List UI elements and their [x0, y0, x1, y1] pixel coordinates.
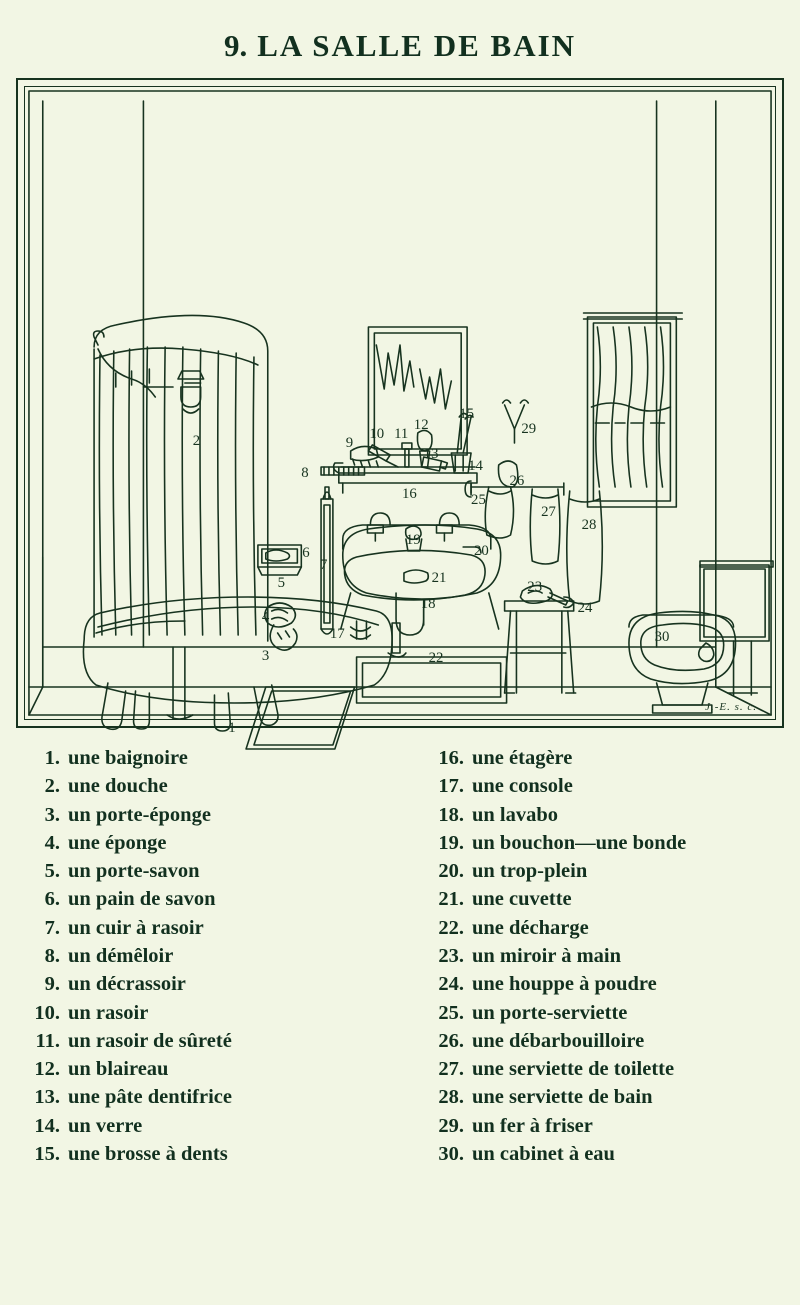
list-item-number: 23.	[438, 944, 464, 967]
svg-text:1: 1	[228, 719, 236, 737]
list-item-number: 29.	[438, 1114, 464, 1137]
list-item-label: une débarbouilloire	[472, 1029, 645, 1052]
list-item-number: 16.	[438, 747, 464, 769]
list-item-number: 19.	[438, 831, 464, 854]
list-item-label: un pain de savon	[68, 888, 216, 911]
list-item	[18, 914, 400, 942]
page-title-number: 9.	[223, 28, 248, 63]
svg-text:5: 5	[277, 574, 286, 592]
list-item-label: un cabinet à eau	[472, 1142, 615, 1165]
list-item	[18, 1055, 400, 1083]
list-item-label: un porte-serviette	[472, 1001, 628, 1024]
svg-text:21: 21	[431, 569, 447, 587]
svg-text:8: 8	[301, 464, 309, 482]
svg-text:14: 14	[468, 457, 483, 475]
list-item-number: 28.	[438, 1086, 464, 1109]
list-item	[422, 942, 782, 970]
svg-text:12: 12	[413, 416, 429, 434]
list-item-number: 9.	[44, 973, 60, 996]
page	[0, 28, 800, 1305]
svg-text:4: 4	[261, 608, 270, 626]
svg-text:3: 3	[261, 647, 270, 665]
list-item	[18, 942, 400, 970]
list-item	[18, 885, 400, 913]
list-item-number: 17.	[438, 775, 464, 798]
list-item	[18, 1083, 400, 1111]
svg-text:20: 20	[474, 542, 489, 560]
list-item	[422, 914, 782, 942]
list-item-number: 12.	[34, 1058, 60, 1081]
svg-text:9: 9	[345, 434, 354, 452]
list-item-number: 22.	[438, 916, 464, 939]
list-item-number: 15.	[34, 1142, 60, 1165]
svg-text:19: 19	[405, 531, 421, 549]
list-item-number: 5.	[44, 860, 60, 883]
page-title	[0, 28, 800, 64]
list-item	[422, 857, 782, 885]
illustration-frame	[24, 86, 776, 737]
artist-signature: J.-E. s. c.	[705, 701, 757, 713]
svg-text:15: 15	[459, 405, 475, 423]
list-item	[422, 1027, 782, 1055]
illustration-plate	[16, 78, 784, 737]
list-item-number: 4.	[44, 831, 60, 854]
list-item	[422, 1140, 782, 1168]
list-item-label: un trop-plein	[472, 860, 588, 883]
svg-text:11: 11	[394, 425, 409, 443]
list-item-label: un blaireau	[68, 1058, 169, 1081]
vocabulary-lists	[0, 744, 800, 1168]
svg-text:13: 13	[423, 445, 439, 463]
list-item-label: un fer à friser	[472, 1114, 593, 1137]
list-item-label: une étagère	[472, 747, 573, 769]
bathroom-illustration	[25, 87, 775, 737]
list-item-number: 2.	[44, 775, 60, 798]
svg-text:6: 6	[302, 544, 310, 562]
list-item-label: un lavabo	[472, 803, 559, 826]
svg-text:29: 29	[521, 420, 537, 438]
svg-text:27: 27	[541, 503, 556, 521]
list-item-label: une cuvette	[472, 888, 572, 911]
list-item-label: une éponge	[68, 831, 167, 854]
list-item	[18, 1112, 400, 1140]
list-item-label: une douche	[68, 775, 168, 798]
list-item	[18, 970, 400, 998]
svg-text:7: 7	[320, 556, 328, 574]
list-item	[422, 970, 782, 998]
list-item-number: 3.	[44, 803, 60, 826]
list-item-number: 24.	[438, 973, 464, 996]
list-item	[422, 829, 782, 857]
list-item-label: un miroir à main	[472, 944, 622, 967]
list-item-number: 8.	[44, 944, 60, 967]
list-item	[18, 772, 400, 800]
svg-text:2: 2	[192, 432, 201, 450]
list-item-number: 30.	[438, 1142, 464, 1165]
svg-text:30: 30	[654, 628, 670, 646]
svg-text:24: 24	[577, 599, 593, 617]
list-item-label: une houppe à poudre	[472, 973, 657, 996]
vocabulary-column-left	[18, 744, 400, 1168]
list-item-label: un porte-savon	[68, 860, 200, 883]
list-item	[422, 801, 782, 829]
list-item-label: un verre	[68, 1114, 143, 1137]
svg-text:22: 22	[428, 649, 444, 667]
vocabulary-column-right	[400, 744, 782, 1168]
list-item	[422, 999, 782, 1027]
list-item-label: une console	[472, 775, 573, 798]
list-item	[18, 1140, 400, 1168]
list-item-label: une serviette de bain	[472, 1086, 653, 1109]
list-item-label: une baignoire	[68, 747, 188, 769]
list-item	[18, 857, 400, 885]
list-item	[422, 744, 782, 772]
list-item-label: un décrassoir	[68, 973, 186, 996]
list-item-number: 26.	[438, 1029, 464, 1052]
list-item-number: 7.	[44, 916, 60, 939]
list-item-label: une brosse à dents	[68, 1142, 228, 1165]
list-item-number: 6.	[44, 888, 60, 911]
list-item	[422, 772, 782, 800]
list-item	[422, 1083, 782, 1111]
list-item	[18, 744, 400, 772]
list-item-number: 25.	[438, 1001, 464, 1024]
list-item-label: un rasoir de sûreté	[68, 1029, 232, 1052]
list-item-label: une décharge	[472, 916, 589, 939]
svg-text:17: 17	[329, 625, 345, 643]
list-item-label: une pâte dentifrice	[68, 1086, 232, 1109]
list-item-label: un démêloir	[68, 944, 174, 967]
list-item	[422, 1055, 782, 1083]
list-item-number: 1.	[44, 747, 60, 769]
list-item-label: un bouchon—une bonde	[472, 831, 687, 854]
list-item-number: 18.	[438, 803, 464, 826]
svg-text:16: 16	[401, 485, 417, 503]
list-item-number: 27.	[438, 1058, 464, 1081]
svg-text:28: 28	[581, 516, 597, 534]
list-item	[422, 1112, 782, 1140]
page-title-text: LA SALLE DE BAIN	[257, 28, 577, 63]
list-item-label: un rasoir	[68, 1001, 149, 1024]
list-item	[18, 829, 400, 857]
list-item-label: un cuir à rasoir	[68, 916, 204, 939]
list-item-number: 11.	[35, 1029, 60, 1052]
list-item	[18, 801, 400, 829]
svg-text:10: 10	[369, 425, 385, 443]
list-item-label: une serviette de toilette	[472, 1058, 675, 1081]
svg-text:25: 25	[471, 491, 486, 509]
list-item-label: un porte-éponge	[68, 803, 211, 826]
list-item	[18, 999, 400, 1027]
svg-text:23: 23	[527, 578, 543, 596]
svg-text:26: 26	[509, 472, 525, 490]
list-item-number: 20.	[438, 860, 464, 883]
list-item-number: 13.	[34, 1086, 60, 1109]
list-item	[422, 885, 782, 913]
list-item	[18, 1027, 400, 1055]
list-item-number: 14.	[34, 1114, 60, 1137]
list-item-number: 10.	[34, 1001, 60, 1024]
svg-text:18: 18	[420, 595, 436, 613]
list-item-number: 21.	[438, 888, 464, 911]
